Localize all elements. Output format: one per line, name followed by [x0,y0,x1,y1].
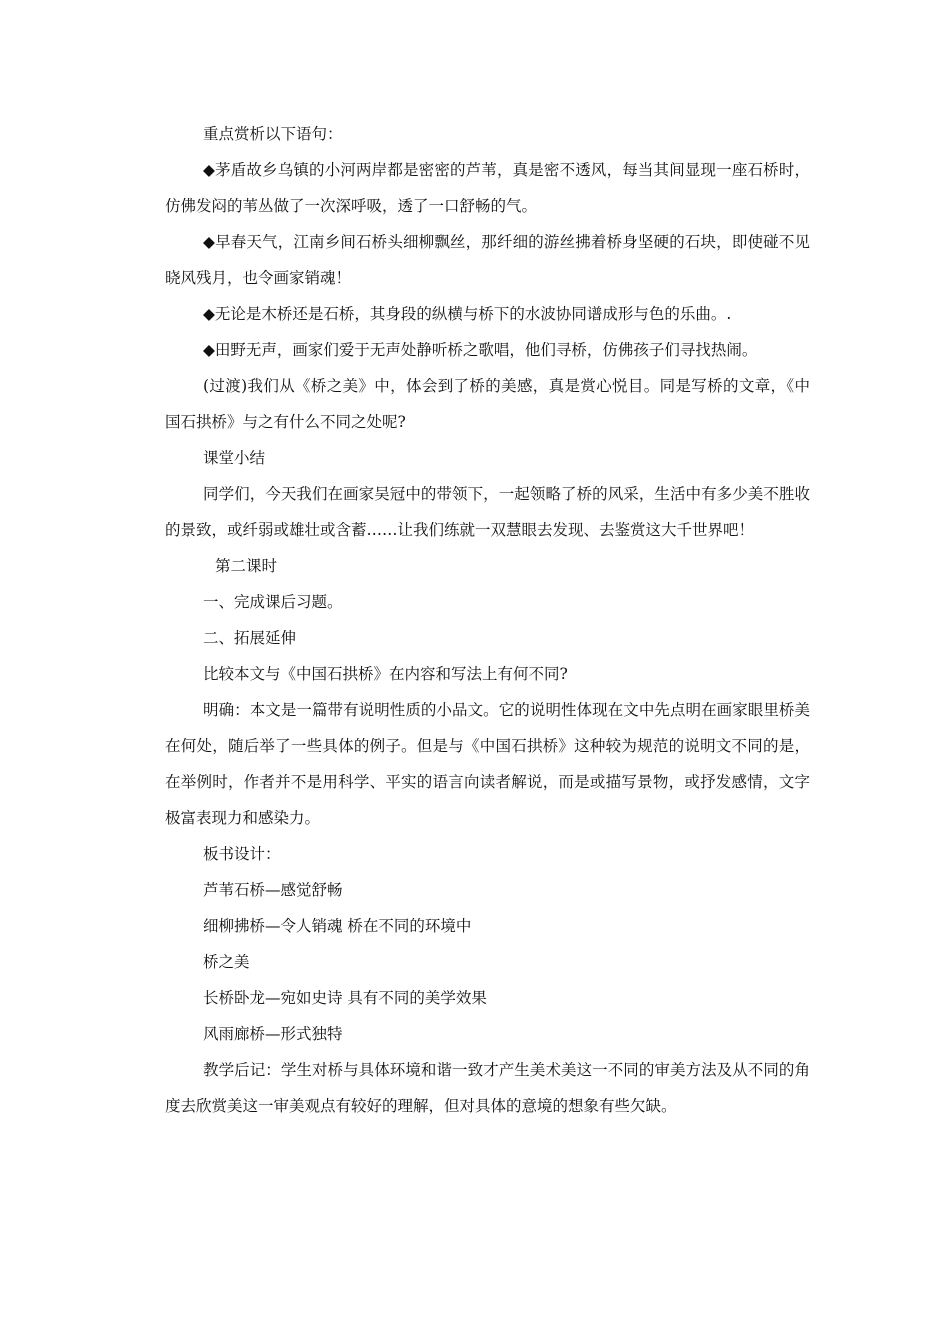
teaching-notes-paragraph: 教学后记：学生对桥与具体环境和谐一致才产生美术美这一不同的审美方法及从不同的角度去欣赏美这一审美观点有较好的理解，但对具体的意境的想象有些欠缺。 [165,1061,810,1115]
quote-paragraph-1: ◆茅盾故乡乌镇的小河两岸都是密密的芦苇，真是密不透风，每当其间显现一座石桥时，仿佛发闷的苇丛做了一次深呼吸，透了一口舒畅的气。 [165,161,810,215]
section-one-heading: 一、完成课后习题。 [203,593,343,611]
board-line-5: 风雨廊桥—形式独特 [203,1025,343,1043]
section-two-heading: 二、拓展延伸 [203,629,297,647]
answer-paragraph: 明确：本文是一篇带有说明性质的小品文。它的说明性体现在文中先点明在画家眼里桥美在何处，随后举了一些具体的例子。但是与《中国石拱桥》这种较为规范的说明文不同的是，在举例时，作者并不是用科学、平实的语言向读者解说，而是或描写景物，或抒发感情，文字极富表现力和感染力。 [165,701,810,827]
quote-paragraph-3: ◆无论是木桥还是石桥，其身段的纵横与桥下的水波协同谱成形与色的乐曲。. [203,305,732,323]
quote-paragraph-2: ◆早春天气，江南乡间石桥头细柳飘丝，那纤细的游丝拂着桥身坚硬的石块，即使碰不见晓风残月，也令画家销魂！ [165,233,810,287]
second-lesson-heading: 第二课时 [215,557,278,575]
board-line-4: 长桥卧龙—宛如史诗 具有不同的美学效果 [203,989,487,1007]
summary-heading: 课堂小结 [203,449,266,467]
board-line-3: 桥之美 [203,953,250,971]
summary-paragraph: 同学们，今天我们在画家吴冠中的带领下，一起领略了桥的风采，生活中有多少美不胜收的景致，或纤弱或雄壮或含蓄……让我们练就一双慧眼去发现、去鉴赏这大千世界吧！ [165,485,810,539]
intro-heading: 重点赏析以下语句： [203,125,343,143]
board-design-heading: 板书设计： [203,845,281,863]
quote-paragraph-4: ◆田野无声，画家们爱于无声处静听桥之歌唱，他们寻桥，仿佛孩子们寻找热闹。 [203,341,758,359]
board-line-2: 细柳拂桥—令人销魂 桥在不同的环境中 [203,917,472,935]
comparison-question: 比较本文与《中国石拱桥》在内容和写法上有何不同? [203,665,568,683]
transition-paragraph: (过渡)我们从《桥之美》中，体会到了桥的美感，真是赏心悦目。同是写桥的文章，《中国石拱桥》与之有什么不同之处呢? [165,377,810,431]
board-line-1: 芦苇石桥—感觉舒畅 [203,881,343,899]
document-page [165,116,810,1124]
